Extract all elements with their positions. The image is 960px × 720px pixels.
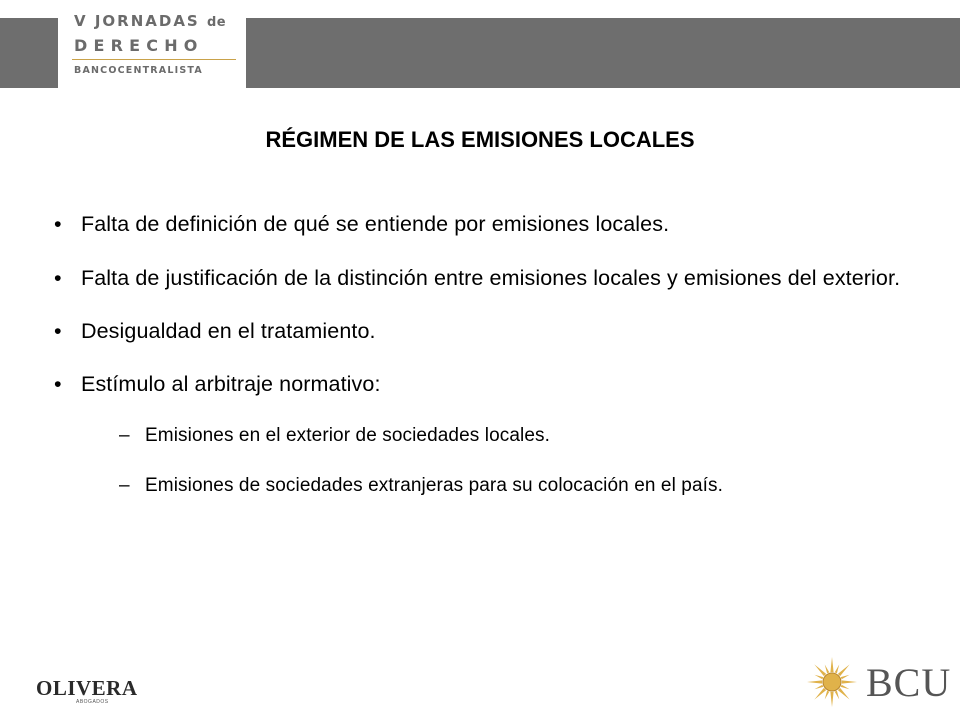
bullet-text: Estímulo al arbitraje normativo: [81,372,381,396]
sun-ray [807,680,822,683]
sun-ray [814,685,823,690]
bullet-text: Falta de justificación de la distinción entre emisiones locales y emisiones del exterior. [81,266,901,290]
sub-bullet-item [104,422,905,450]
sub-bullet-text: Emisiones en el exterior de sociedades locales. [145,425,550,446]
sun-ray [841,675,850,680]
sun-ray [814,675,823,680]
bullet-list [52,210,902,522]
sun-ray [835,664,840,673]
sub-bullet-dash: – [119,425,130,446]
sun-ray [825,664,830,673]
bcu-logo-text: BCU [866,660,952,705]
logo-line-1: V JORNADAS de [74,12,227,30]
bullet-dot: • [54,212,62,236]
bullet-dot: • [54,319,62,343]
sun-icon [806,656,858,708]
bullet-item [52,264,902,292]
bullet-text: Falta de definición de qué se entiende por emisiones locales. [81,212,670,236]
sun-ray [838,688,850,700]
sun-ray [814,664,826,676]
bullet-item [52,317,902,345]
sun-ray [835,691,840,700]
bullet-item [52,210,902,238]
sub-bullet-text: Emisiones de sociedades extranjeras para su colocación en el país. [145,475,723,496]
bullet-text: Desigualdad en el tratamiento. [81,319,376,343]
olivera-logo-subtitle: ABOGADOS [76,699,109,705]
sun-ray [830,657,833,672]
logo-divider [72,59,236,60]
sun-ray [841,685,850,690]
logo-line-2: DERECHO [74,36,204,55]
sub-bullet-item [104,472,905,500]
sub-bullet-dash: – [119,475,130,496]
bullet-dot: • [54,372,62,396]
sun-ray [830,692,833,707]
sun-ray [814,688,826,700]
slide-title: RÉGIMEN DE LAS EMISIONES LOCALES [265,127,695,152]
sub-bullet-list [81,422,902,500]
sun-ray [825,691,830,700]
sun-ray [842,680,857,683]
bullet-item [52,370,902,500]
sun-ray [838,664,850,676]
logo-line-3: BANCOCENTRALISTA [74,65,203,76]
olivera-logo: OLIVERA [36,676,138,700]
bullet-dot: • [54,266,62,290]
